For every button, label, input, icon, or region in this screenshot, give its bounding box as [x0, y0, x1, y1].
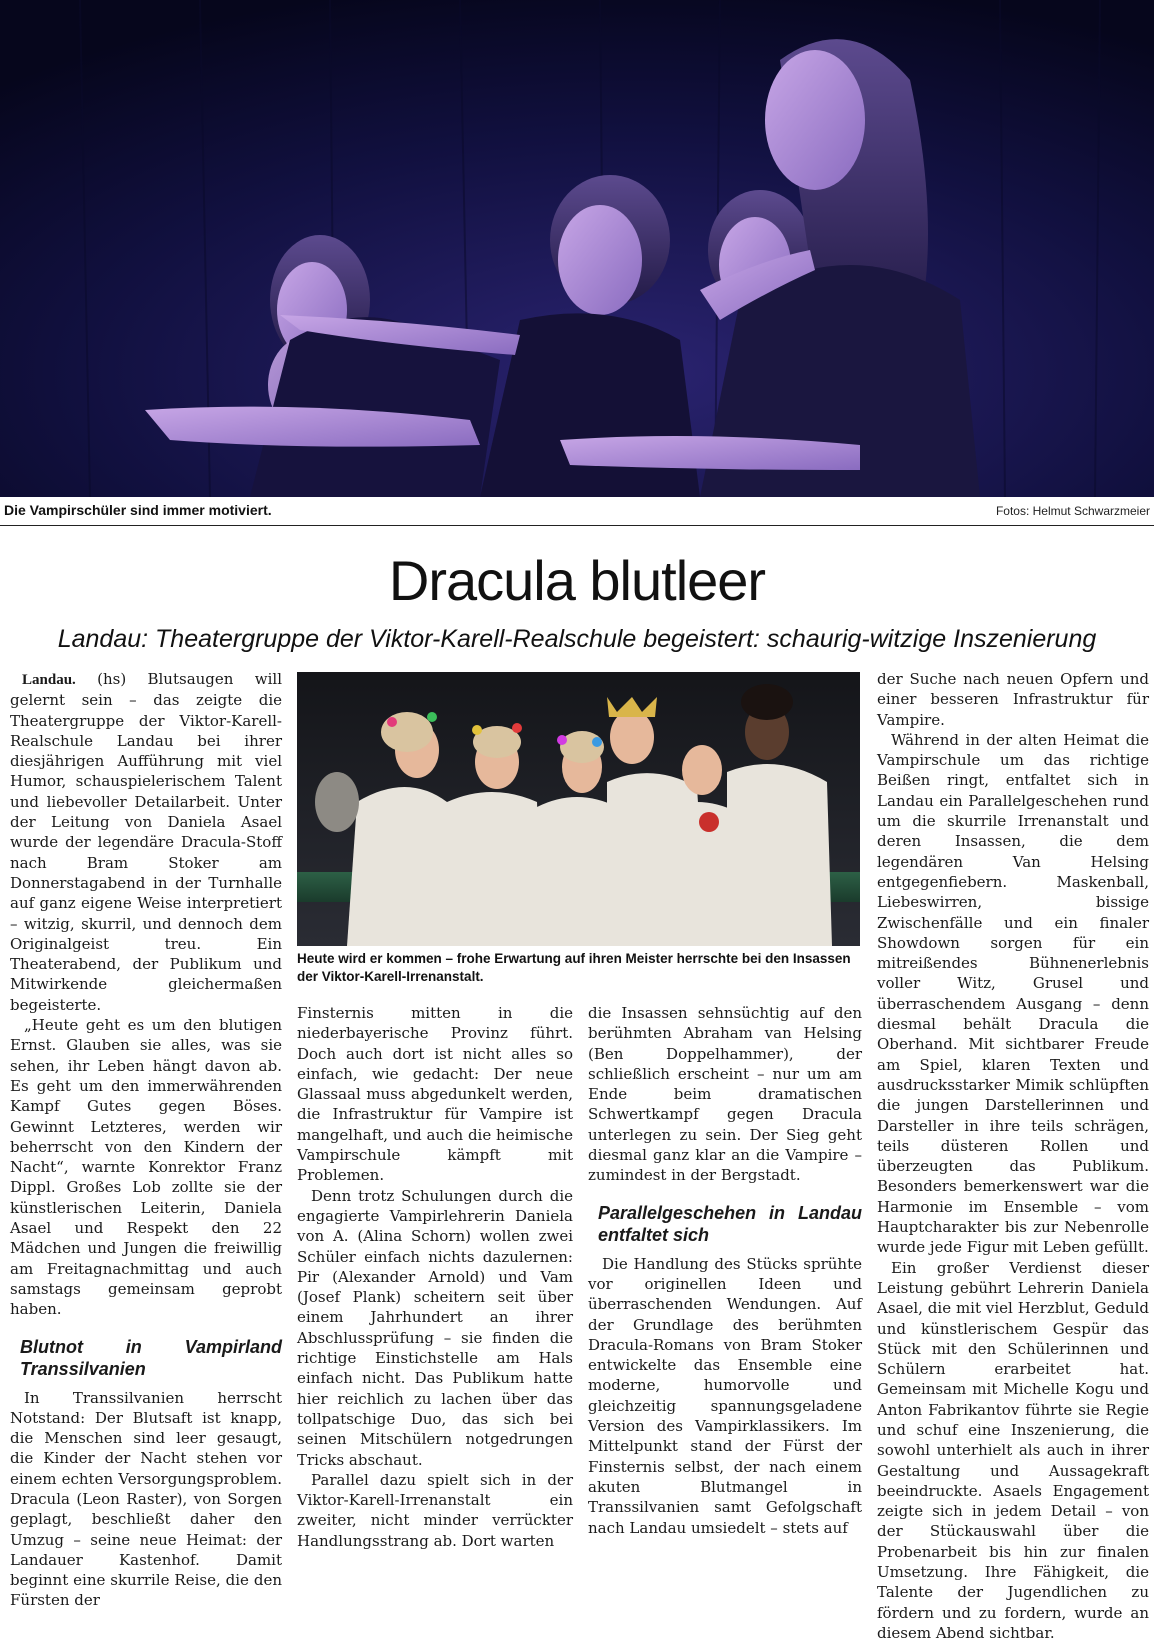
- subheadline: Landau: Theatergruppe der Viktor-Karell-Realschule begeistert: schaurig-witzige Inszenierung: [57, 625, 1097, 653]
- paragraph: die Insassen sehnsüchtig auf den berühmten Abraham van Helsing (Ben Doppelhammer), der schließlich erscheint – nur um am Ende beim dramatischen Schwertkampf gegen Dracula unterlegen zu sein. Der Sieg geht diesmal ganz klar an die Vampire – zumindest in der Bergstadt.: [588, 1004, 862, 1185]
- paragraph: Finsternis mitten in die niederbayerische Provinz führt. Doch auch dort ist nicht alles so einfach, wie gedacht: Der neue Glassaal muss abgedunkelt werden, die Infrastruktur für Vampire ist mangelhaft, und auch die heimische Vampirschule kämpft mit Problemen.: [297, 1004, 573, 1185]
- paragraph: [10, 669, 282, 1015]
- paragraph-text: (hs) Blutsaugen will gelernt sein – das zeigte die Theatergruppe der Viktor-Karell-Realschule Landau bei ihrer diesjährigen Aufführung mit viel Humor, schauspielerischem Talent und liebevoller Detailarbeit. Unter der Leitung von Daniela Asael wurde der legendäre Dracula-Stoff nach Bram Stoker am Donnerstagabend in der Turnhalle auf ganz eigene Weise interpretiert – witzig, skurril, und dennoch dem Originalgeist treu. Ein Theaterabend, der Publikum und Mitwirkende gleichermaßen begeisterte.: [10, 670, 282, 1014]
- paragraph: In Transsilvanien herrscht Notstand: Der Blutsaft ist knapp, die Menschen sind leer gesaugt, die Kinder der Nacht stehen vor einem echten Versorgungsproblem. Dracula (Leon Raster), von Sorgen geplagt, beschließt daher den Umzug – seine neue Heimat: der Landauer Kastenhof. Damit beginnt eine skurrile Reise, die den Fürsten der: [10, 1388, 282, 1610]
- photo-credit: Fotos: Helmut Schwarzmeier: [995, 504, 1150, 518]
- article-column-4: [877, 669, 1149, 1643]
- dateline: Landau.: [22, 672, 76, 688]
- paragraph: der Suche nach neuen Opfern und einer besseren Infrastruktur für Vampire.: [877, 670, 1149, 729]
- photo-caption-bar: [0, 499, 1154, 526]
- article-column-3: [588, 1003, 862, 1538]
- inset-photo: [297, 672, 860, 946]
- article-column-2: [297, 1003, 573, 1551]
- paragraph: Ein großer Verdienst dieser Leistung gebührt Lehrerin Daniela Asael, die mit viel Herzblut, Geduld und künstlerischem Gespür das Stück mit den Schülerinnen und Schülern erarbeitet hat. Gemeinsam mit Michelle Kogu und Anton Fabrikantov führte sie Regie und schuf eine Inszenierung, die sowohl unterhielt als auch in ihrer Gestaltung und Aussagekraft beeindruckte. Asaels Engagement zeigte sich in jedem Detail – von der Stückauswahl über die Probenarbeit bis hin zur finalen Umsetzung. Ihre Fähigkeit, die Talente der Jugendlichen zu fördern und zu fordern, wurde an diesem Abend sichtbar.: [877, 1258, 1149, 1642]
- headline: Dracula blutleer: [388, 549, 766, 612]
- inset-caption: Heute wird er kommen – frohe Erwartung auf ihren Meister herrschte bei den Insassen der Viktor-Karell-Irrenanstalt.: [297, 951, 851, 984]
- hero-photo: [0, 0, 1154, 497]
- section-heading: Blutnot in Vampirland Transsilvanien: [20, 1336, 282, 1379]
- article-column-1: [10, 669, 282, 1611]
- paragraph: Denn trotz Schulungen durch die engagierte Vampirlehrerin Daniela von A. (Alina Schorn) wollen zwei Schüler einfach nichts dazulernen: Pir (Alexander Arnold) und Vam (Josef Plank) scheitern seit über einem Jahrhundert an ihrer Abschlussprüfung – sie finden die richtige Einstichstelle am Hals einfach nicht. Das Publikum hatte hier reichlich zu lachen über das tollpatschige Duo, das sich bei seinen Mitschülern notgedrungen Tricks abschaut.: [297, 1186, 573, 1469]
- section-heading: Parallelgeschehen in Landau entfaltet sich: [598, 1202, 862, 1245]
- paragraph: „Heute geht es um den blutigen Ernst. Glauben sie alles, was sie sehen, ihr Leben hängt davon ab. Es geht um den immerwährenden Kampf Gutes gegen Böses. Gewinnt Letzteres, werden wir beherrscht von den Kindern der Nacht“, warnte Konrektor Franz Dippl. Großes Lob zollte sie der künstlerischen Leiterin, Daniela Asael und Respekt den 22 Mädchen und Jungen die freiwillig am Freitagnachmittag und auch samstags gemeinsam geprobt haben.: [10, 1016, 282, 1319]
- paragraph: Während in der alten Heimat die Vampirschule um das richtige Beißen ringt, entfaltet sich in Landau ein Parallelgeschehen rund um die skurrile Irrenanstalt und deren Insassen, die dem legendären Van Helsing entgegenfiebern. Maskenball, Liebeswirren, bissige Zwischenfälle und ein finaler Showdown sorgen für ein mitreißendes Bühnenerlebnis voller Witz, Grusel und überraschendem Ausgang – denn diesmal behält Dracula die Oberhand. Mit sichtbarer Freude am Spiel, klaren Texten und ausdrucksstarker Mimik schlüpften die jungen Darstellerinnen und Darsteller in ihre teils schrägen, teils düsteren Rollen und überzeugten das Publikum. Besonders bemerkenswert war die Harmonie im Ensemble – vom Hauptcharakter bis zur Nebenrolle wurde jede Figur mit Leben gefüllt.: [877, 730, 1149, 1257]
- paragraph: Die Handlung des Stücks sprühte vor originellen Ideen und überraschenden Wendungen. Auf der Grundlage des berühmten Dracula-Romans von Bram Stoker entwickelte das Ensemble eine moderne, humorvolle und gleichzeitig spannungsgeladene Version des Vampirklassikers. Im Mittelpunkt stand der Fürst der Finsternis selbst, der nach einem akuten Blutmangel in Transsilvanien samt Gefolgschaft nach Landau umsiedelt – stets auf: [588, 1254, 862, 1537]
- paragraph: Parallel dazu spielt sich in der Viktor-Karell-Irrenanstalt ein zweiter, nicht minder verrückter Handlungsstrang ab. Dort warten: [297, 1470, 573, 1550]
- photo-caption: Die Vampirschüler sind immer motiviert.: [4, 502, 272, 518]
